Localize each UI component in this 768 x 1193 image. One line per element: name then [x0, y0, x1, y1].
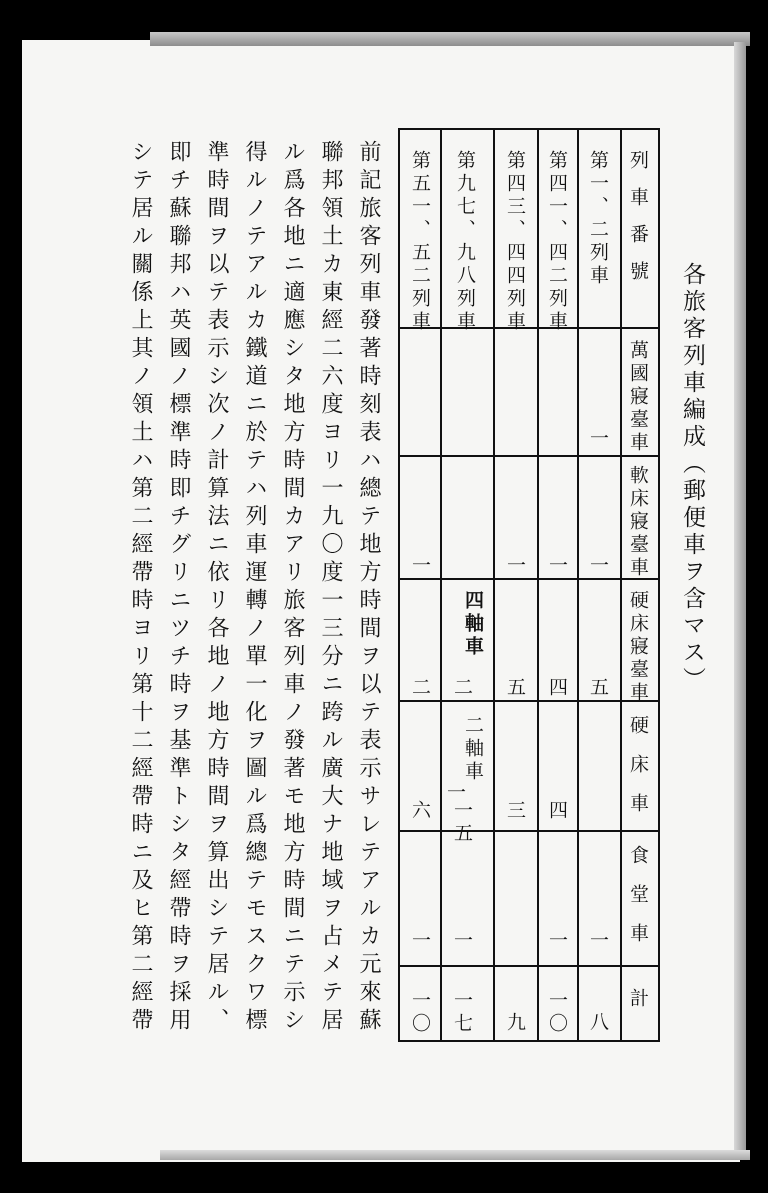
row4-hard-seat-extra: 一 [444, 782, 466, 805]
header-sleeper-hard: 硬床寢臺車 [627, 590, 649, 705]
header-train-no: 列車番號 [627, 150, 649, 298]
row4-dining: 一 [451, 930, 473, 953]
table-border-right [658, 128, 660, 1042]
header-sleeper-intl: 萬國寢臺車 [627, 340, 649, 455]
row3-soft: 一 [504, 555, 526, 578]
header-sleeper-soft: 軟床寢臺車 [627, 465, 649, 580]
header-dining: 食堂車 [627, 845, 649, 962]
row3-train: 第四三、四四列車 [504, 150, 526, 334]
row1-hard-sleeper: 五 [587, 677, 609, 700]
table-column-rule [620, 128, 622, 1042]
page-title: 各旅客列車編成（郵便車ヲ含マス） [679, 262, 705, 694]
row3-total: 九 [504, 1012, 526, 1035]
header-total: 計 [627, 988, 649, 1011]
row3-hard-sleeper: 五 [504, 677, 526, 700]
row5-train: 第五一、五二列車 [409, 150, 431, 334]
row2-hard-seat: 四 [546, 800, 568, 823]
paragraph-line-6: 即チ蘇聯邦ハ英國ノ標準時即チグリニツチ時ヲ基準トシタ經帶時ヲ採用 [166, 140, 191, 1036]
row4-hard-seat: 一五 [451, 800, 473, 846]
row1-intl: 一 [587, 428, 609, 451]
paragraph-line-3: ル爲各地ニ適應シタ地方時間カアリ旅客列車ノ發著モ地方時間ニテ示シ [280, 140, 305, 1036]
row2-soft: 一 [546, 555, 568, 578]
paragraph-line-5: 準時間ヲ以テ表示シ次ノ計算法ニ依リ各地ノ地方時間ヲ算出シテ居ル、 [204, 140, 229, 1036]
row2-hard-sleeper: 四 [546, 677, 568, 700]
row1-train: 第一、二列車 [587, 150, 609, 288]
table-border-left [398, 128, 400, 1042]
row5-soft: 一 [409, 555, 431, 578]
row5-hard-sleeper: 二 [409, 677, 431, 700]
table-column-rule [493, 128, 495, 1042]
paragraph-line-4: 得ルノテアルカ鐵道ニ於テハ列車運轉ノ單一化ヲ圖ル爲總テモスクワ標 [242, 140, 267, 1036]
row4-train: 第九七、九八列車 [454, 150, 476, 334]
row1-total: 八 [587, 1012, 609, 1035]
row4-hard-seat-note: 二軸車 [462, 715, 484, 784]
row4-total: 一七 [451, 990, 473, 1036]
row4-hard-sleeper: 二 [451, 677, 473, 700]
row1-soft: 一 [587, 555, 609, 578]
row2-dining: 一 [546, 930, 568, 953]
table-column-rule [440, 128, 442, 1042]
row1-dining: 一 [587, 930, 609, 953]
row5-dining: 一 [409, 930, 431, 953]
row2-total: 一〇 [546, 990, 568, 1036]
row3-hard-seat: 三 [504, 800, 526, 823]
page-edge-top [150, 32, 750, 46]
paragraph-line-2: 聯邦領土カ東經二六度ヨリ一九〇度一三分ニ跨ル廣大ナ地域ヲ占メテ居 [318, 140, 343, 1036]
table-column-rule [577, 128, 579, 1042]
table-column-rule [537, 128, 539, 1042]
page-edge-bottom [160, 1150, 750, 1160]
paragraph-line-7: シテ居ル關係上其ノ領土ハ第二經帶時ヨリ第十二經帶時ニ及ヒ第二經帶 [128, 140, 153, 1036]
row5-hard-seat: 六 [409, 800, 431, 823]
header-hard-seat: 硬床車 [627, 715, 649, 832]
row4-hard-sleeper-note: 四軸車 [462, 590, 484, 659]
row5-total: 一〇 [409, 990, 431, 1036]
row2-train: 第四一、四二列車 [546, 150, 568, 334]
paragraph-line-1: 前記旅客列車發著時刻表ハ總テ地方時間ヲ以テ表示サレテアルカ元來蘇 [356, 140, 381, 1036]
page-edge-right [734, 42, 746, 1160]
